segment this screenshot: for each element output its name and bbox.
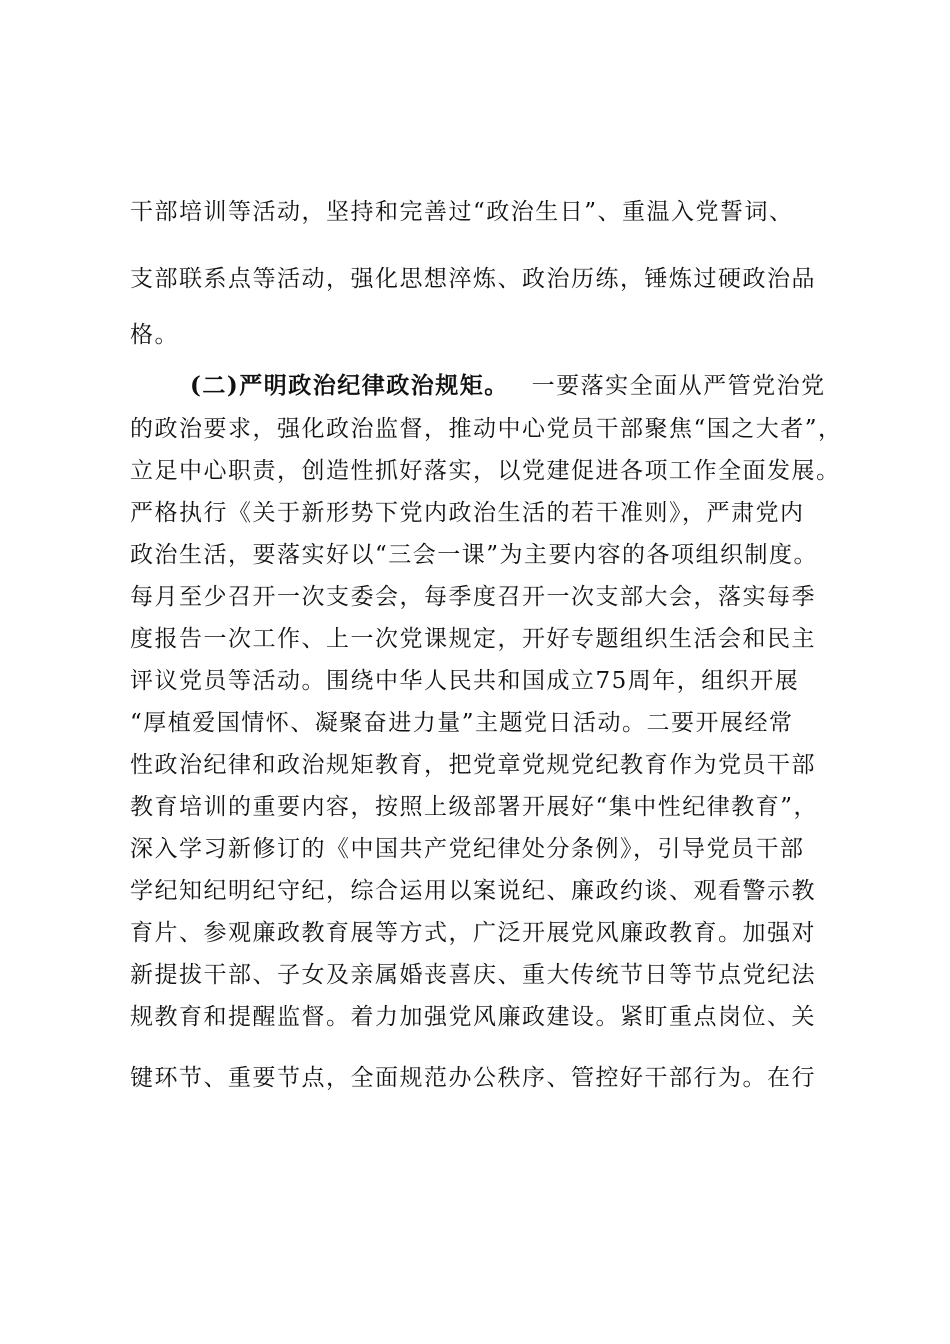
paragraph-line-9: 每月至少召开一次支委会，每季度召开一次支部大会，落实每季 — [130, 584, 816, 610]
paragraph-line-3: 格。 — [130, 322, 179, 348]
paragraph-line-17: 育片、参观廉政教育展等方式，广泛开展党风廉政教育。加强对 — [130, 920, 816, 946]
paragraph-line-16: 学纪知纪明纪守纪，综合运用以案说纪、廉政约谈、观看警示教 — [130, 878, 816, 904]
paragraph-line-18: 新提拔干部、子女及亲属婚丧喜庆、重大传统节日等节点党纪法 — [130, 962, 816, 988]
paragraph-line-8: 政治生活，要落实好以“三会一课”为主要内容的各项组织制度。 — [130, 542, 819, 568]
paragraph-line-15: 深入学习新修订的《中国共产党纪律处分条例》，引导党员干部 — [130, 836, 805, 862]
paragraph-line-13: 性政治纪律和政治规矩教育，把党章党规党纪教育作为党员干部 — [130, 752, 816, 778]
paragraph-line-20: 键环节、重要节点，全面规范办公秩序、管控好干部行为。在行 — [130, 1065, 816, 1091]
paragraph-line-11: 评议党员等活动。围绕中华人民共和国成立75周年，组织开展 — [130, 668, 800, 694]
paragraph-line-2: 支部联系点等活动，强化思想淬炼、政治历练，锤炼过硬政治品 — [130, 266, 816, 292]
section-heading-continuation: 一要落实全面从严管党治党 — [531, 373, 826, 399]
paragraph-line-14: 教育培训的重要内容，按照上级部署开展好“集中性纪律教育”， — [130, 794, 819, 820]
paragraph-line-12: “厚植爱国情怀、凝聚奋进力量”主题党日活动。二要开展经常 — [130, 710, 794, 736]
paragraph-line-5: 的政治要求，强化政治监督，推动中心党员干部聚焦“国之大者”， — [130, 416, 843, 442]
paragraph-line-7: 严格执行《关于新形势下党内政治生活的若干准则》，严肃党内 — [130, 500, 805, 526]
paragraph-line-19: 规教育和提醒监督。着力加强党风廉政建设。紧盯重点岗位、关 — [130, 1004, 816, 1030]
paragraph-line-10: 度报告一次工作、上一次党课规定，开好专题组织生活会和民主 — [130, 626, 816, 652]
section-heading: (二)严明政治纪律政治规矩。 — [190, 372, 509, 399]
paragraph-line-6: 立足中心职责，创造性抓好落实，以党建促进各项工作全面发展。 — [130, 458, 841, 484]
paragraph-line-1: 干部培训等活动，坚持和完善过“政治生日”、重温入党誓词、 — [130, 199, 794, 225]
section-heading-line — [190, 371, 826, 401]
